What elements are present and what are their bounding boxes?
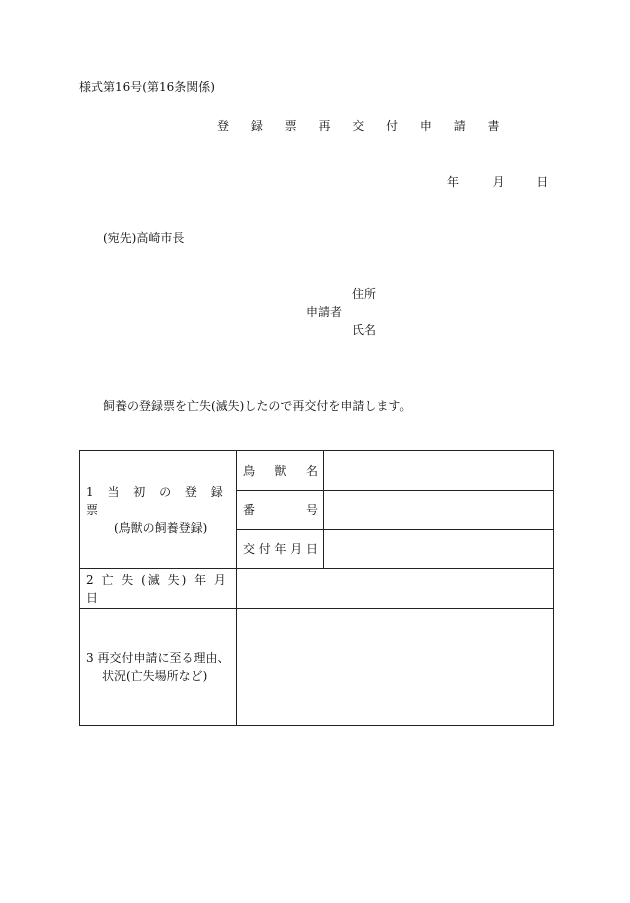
issue-date-label-cell <box>237 530 324 569</box>
label-char: 獣 <box>274 463 287 478</box>
label-char: 番 <box>243 503 256 517</box>
label-char: 号 <box>305 503 318 517</box>
label-char: 付 <box>258 542 271 556</box>
date-day: 日 <box>536 175 549 189</box>
section2-value-cell[interactable] <box>237 569 554 609</box>
application-table <box>79 450 554 726</box>
section1-subtitle: (鳥獣の飼養登録) <box>114 520 208 535</box>
label-char: 鳥 <box>243 463 256 478</box>
number-label-cell <box>237 491 324 530</box>
section3-value-cell[interactable] <box>237 609 554 726</box>
section1-title: 1 当 初 の 登 録 票 <box>86 484 228 517</box>
addressee: (宛先)高崎市長 <box>103 231 185 245</box>
date-year: 年 <box>447 175 460 189</box>
issue-date-value-cell[interactable] <box>324 530 554 569</box>
date-month: 月 <box>492 175 505 189</box>
section3-label-cell <box>80 609 237 726</box>
section1-label-cell <box>80 451 237 569</box>
table-row <box>80 609 554 726</box>
name-label: 氏名 <box>352 323 377 337</box>
form-number: 様式第16号(第16条関係) <box>79 80 215 94</box>
label-char: 年 <box>274 542 287 556</box>
table-row <box>80 451 554 491</box>
statement: 飼養の登録票を亡失(滅失)したので再交付を申請します。 <box>103 399 412 413</box>
label-char: 交 <box>243 542 256 556</box>
applicant-label: 申請者 <box>306 305 343 319</box>
document-title: 登 録 票 再 交 付 申 請 書 <box>217 119 509 133</box>
number-label <box>243 501 318 519</box>
address-label: 住所 <box>352 287 377 301</box>
number-value-cell[interactable] <box>324 491 554 530</box>
section2-label: 2 亡 失 (滅 失) 年 月 日 <box>80 569 237 609</box>
issue-date-label <box>243 540 318 558</box>
section3-label-line2: 状況(亡失場所など) <box>102 669 208 683</box>
label-char: 月 <box>290 542 303 556</box>
section3-label-line1: 3 再交付申請に至る理由、 <box>86 651 230 665</box>
label-char: 日 <box>305 542 318 556</box>
species-value-cell[interactable] <box>324 451 554 491</box>
label-char: 名 <box>305 463 318 478</box>
species-label <box>243 462 318 480</box>
species-label-cell <box>237 451 324 491</box>
table-row <box>80 569 554 609</box>
date-line <box>447 175 548 189</box>
